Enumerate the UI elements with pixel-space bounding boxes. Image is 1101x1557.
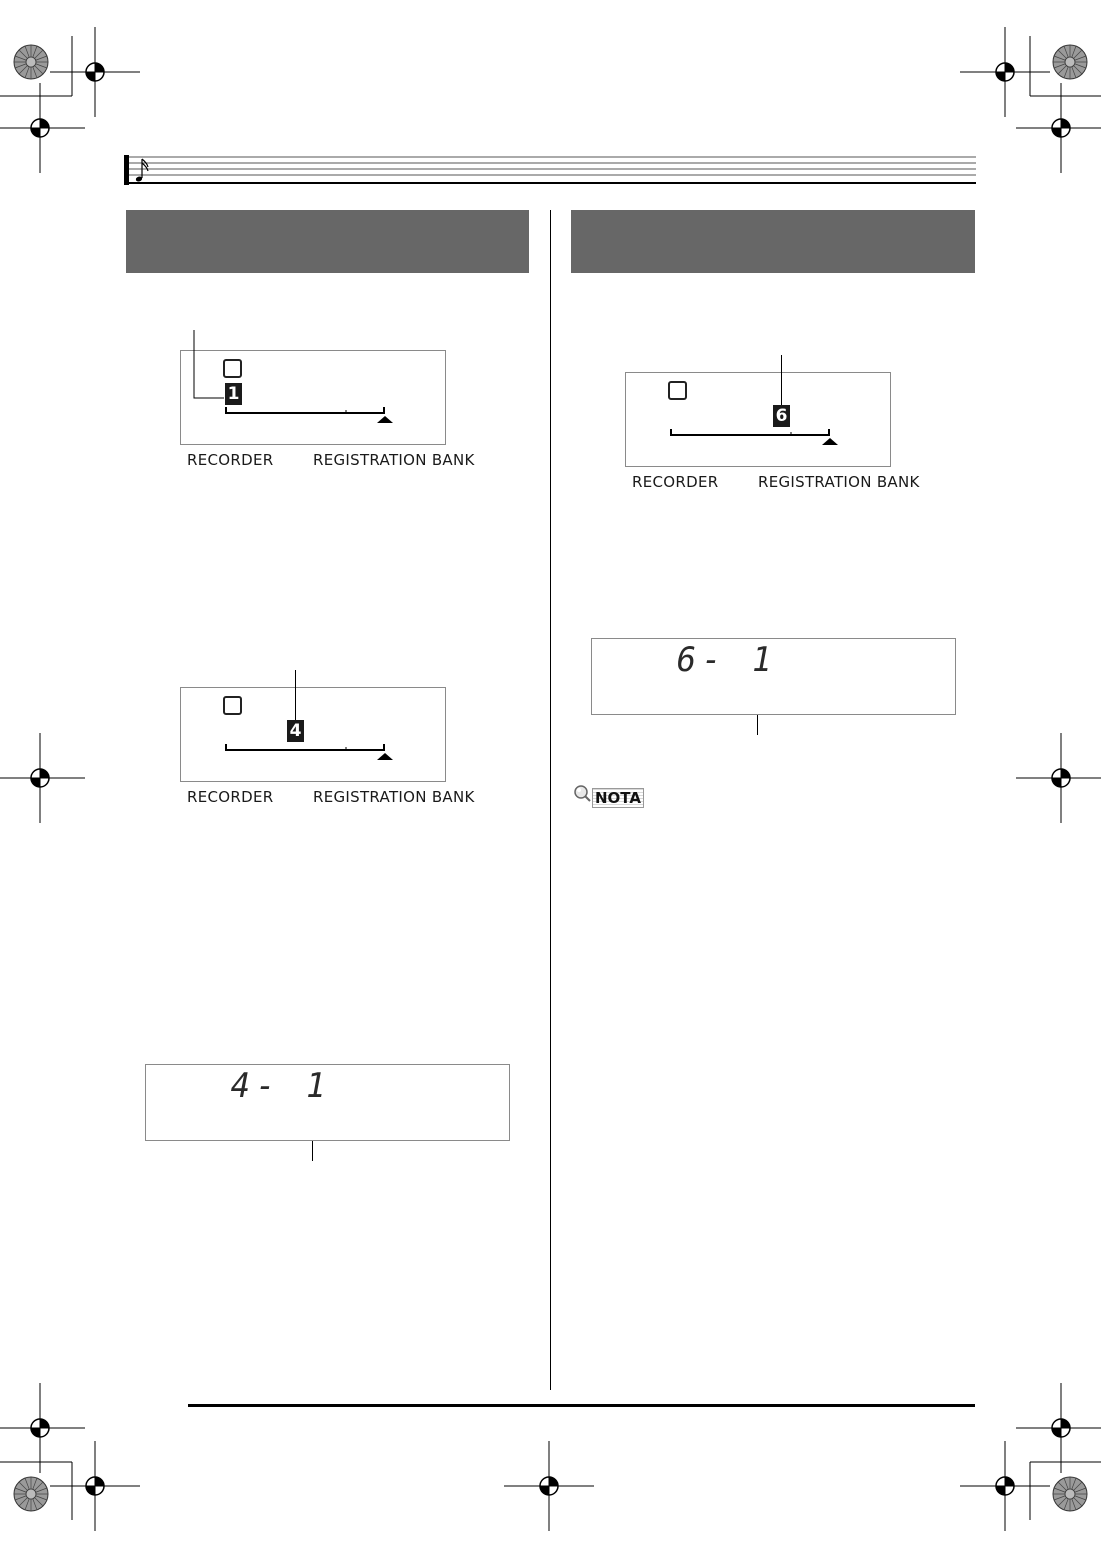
print-wheel-icon	[1053, 45, 1087, 79]
lcd-frame	[625, 372, 891, 467]
registration-bank-label: REGISTRATION BANK	[758, 473, 920, 491]
music-staff-header	[124, 155, 978, 187]
print-wheel-icon	[14, 1477, 48, 1511]
bank-number: 6	[773, 405, 790, 427]
recorder-label: RECORDER	[187, 788, 274, 806]
indicator-square	[223, 696, 242, 715]
crosshair-icon	[0, 1383, 85, 1473]
recorder-label: RECORDER	[632, 473, 719, 491]
nota-label: NOTA	[592, 788, 644, 808]
segment-readout: 4- 1	[230, 1066, 332, 1106]
registration-bank-label: REGISTRATION BANK	[313, 788, 475, 806]
triangle-pointer-icon	[822, 438, 838, 445]
crosshair-icon	[1016, 733, 1101, 823]
indicator-square	[668, 381, 687, 400]
lcd-frame	[180, 687, 446, 782]
registration-bar	[224, 741, 396, 763]
callout-line	[757, 715, 758, 735]
registration-bar	[669, 426, 841, 448]
callout-line	[312, 1141, 313, 1161]
segment-readout: 6- 1	[676, 640, 778, 680]
print-wheel-icon	[1053, 1477, 1087, 1511]
crosshair-icon	[1016, 1383, 1101, 1473]
triangle-pointer-icon	[377, 753, 393, 760]
callout-line	[190, 330, 230, 402]
callout-line	[781, 355, 782, 405]
magnifier-icon	[573, 784, 593, 804]
recorder-label: RECORDER	[187, 451, 274, 469]
crosshair-icon	[960, 1441, 1050, 1531]
crosshair-icon	[50, 1441, 140, 1531]
print-wheel-icon	[14, 45, 48, 79]
column-divider	[550, 210, 551, 1390]
triangle-pointer-icon	[377, 416, 393, 423]
bank-number: 4	[287, 720, 304, 742]
crosshair-icon	[960, 27, 1050, 117]
callout-line	[295, 670, 296, 720]
crosshair-icon	[504, 1441, 594, 1531]
bank-number: 1	[225, 383, 242, 405]
crosshair-icon	[0, 733, 85, 823]
footer-rule	[188, 1404, 975, 1407]
crosshair-icon	[50, 27, 140, 117]
section-header-right	[571, 210, 975, 273]
registration-bank-label: REGISTRATION BANK	[313, 451, 475, 469]
section-header-left	[126, 210, 529, 273]
registration-bar	[224, 404, 396, 426]
